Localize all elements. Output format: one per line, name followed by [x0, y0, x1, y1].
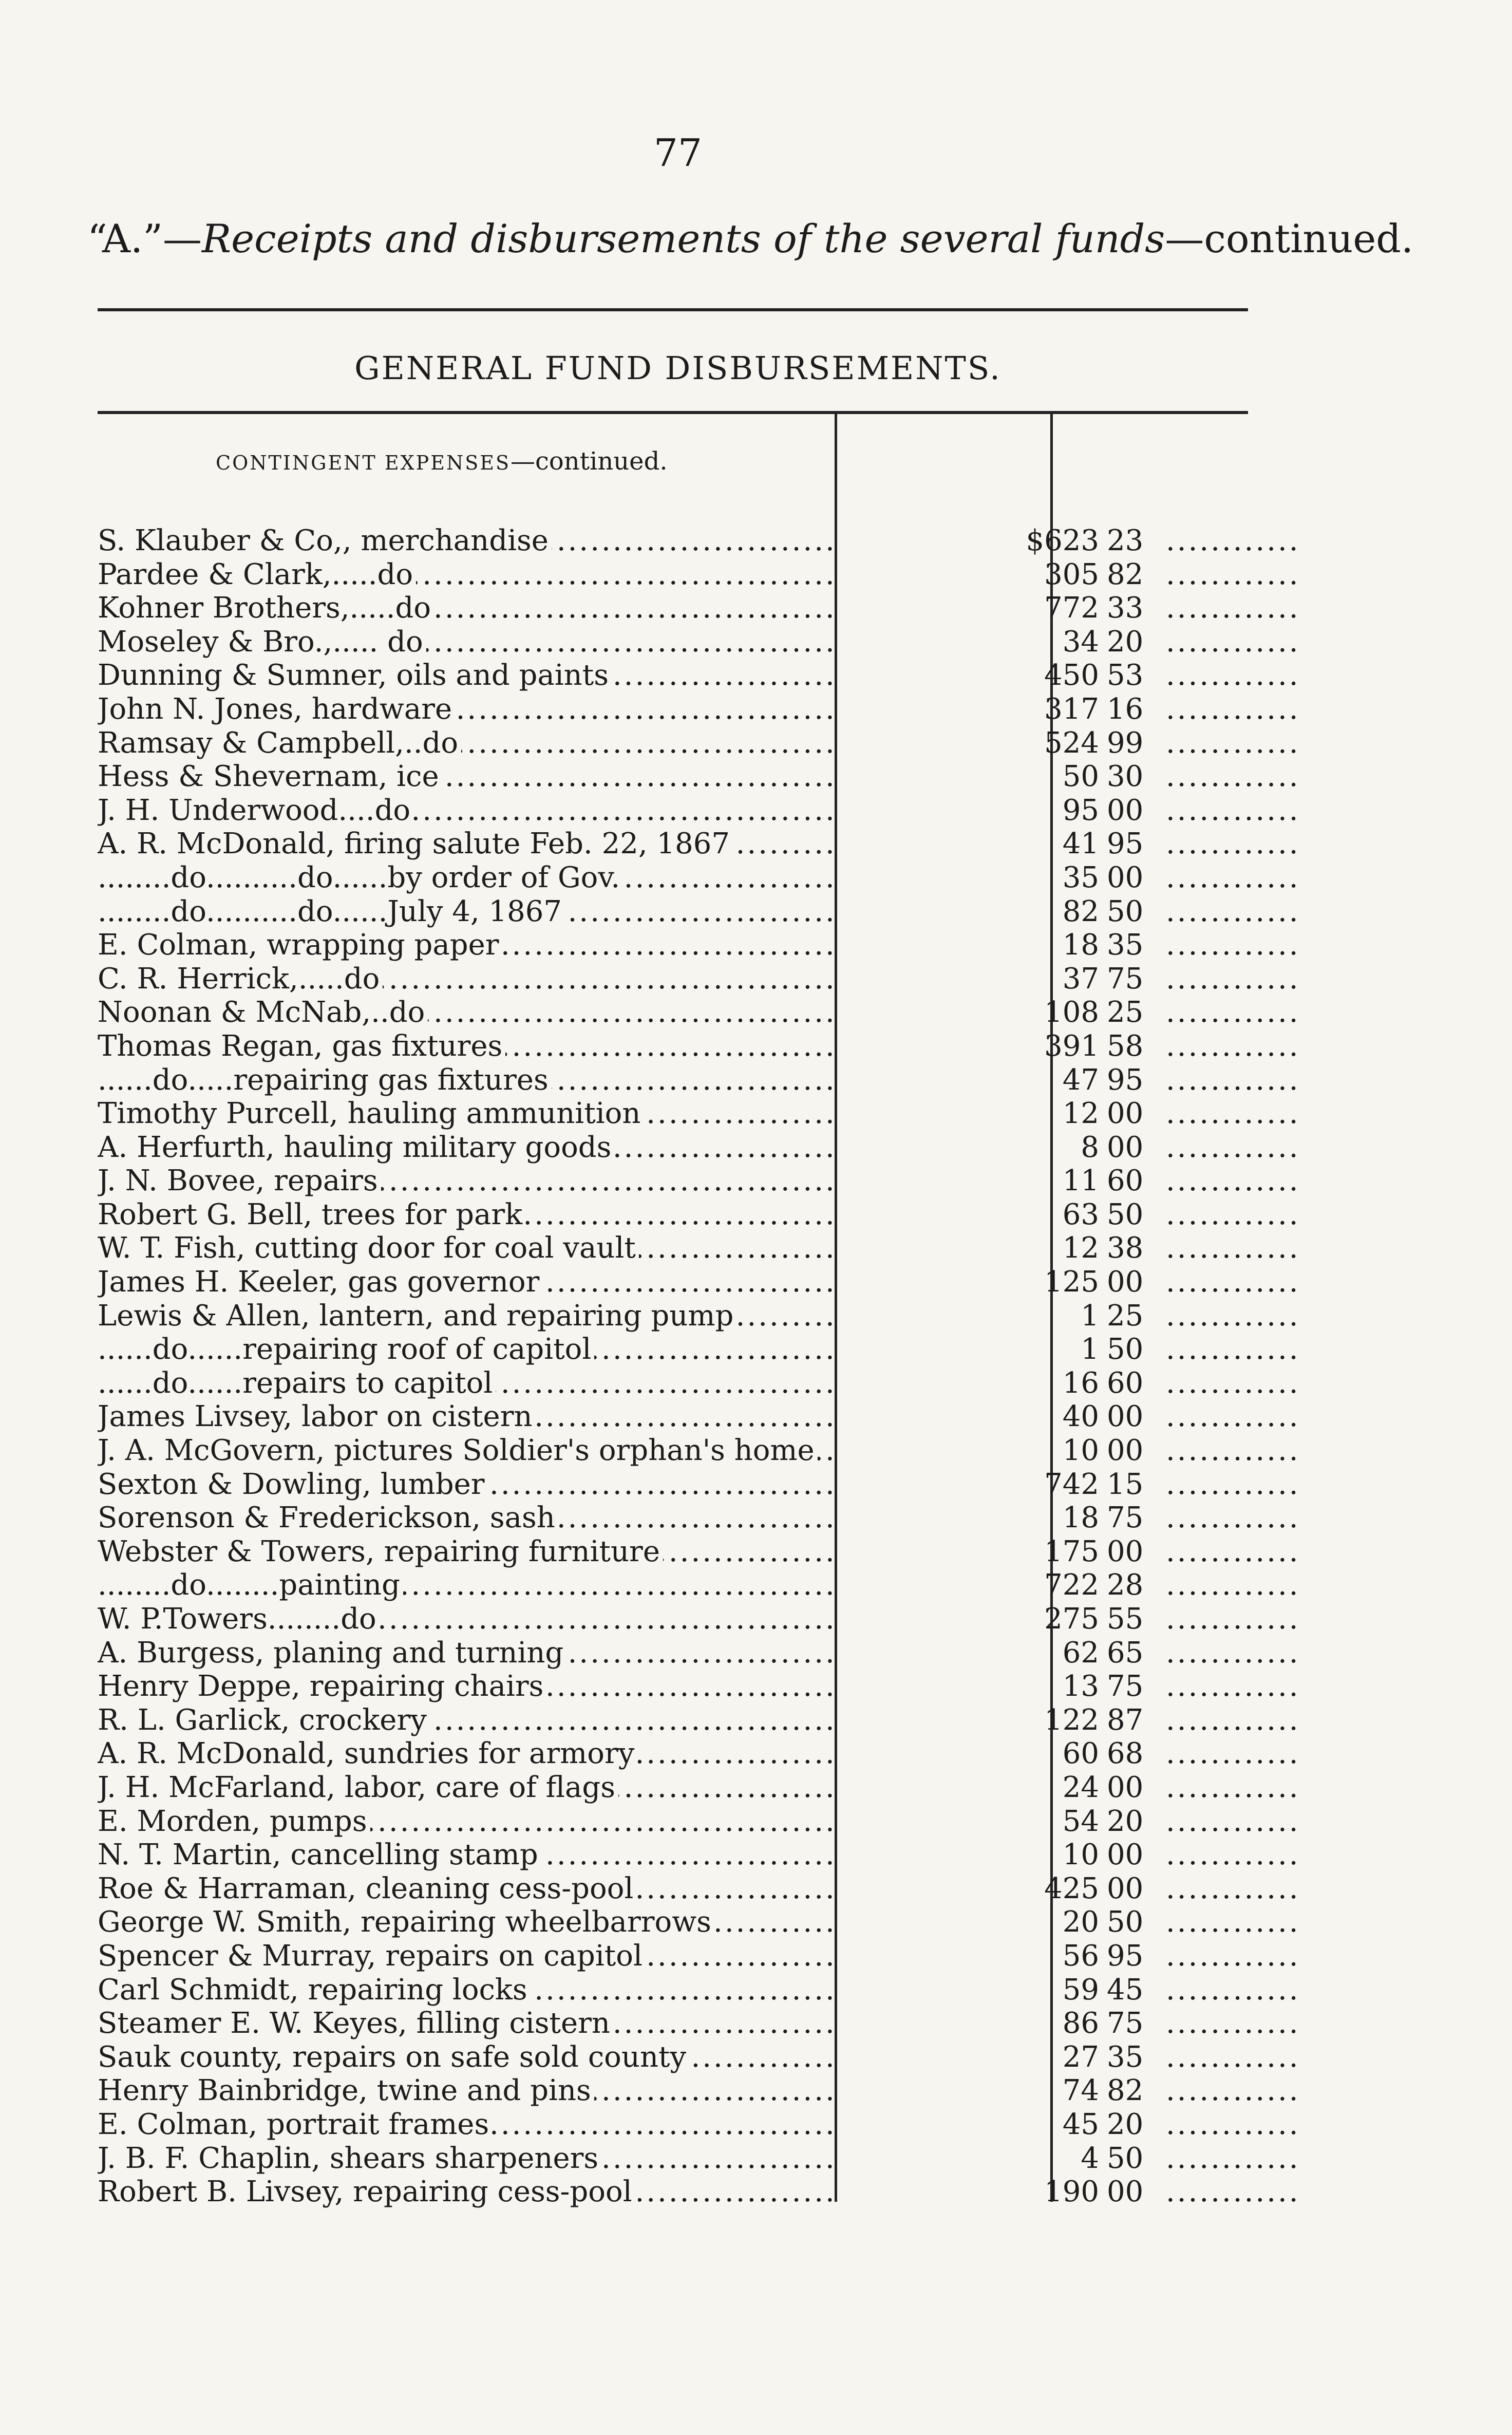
- entry-leader: ............: [1166, 591, 1300, 625]
- entry-description: E. Colman, wrapping paper .....: [98, 928, 832, 962]
- entry-cents: 35: [1107, 2040, 1144, 2074]
- entry-description: A. R. McDonald, firing salute Feb. 22, 1867 .....: [98, 827, 832, 861]
- table-top-rule: [98, 411, 1248, 414]
- entry-leader: ............: [1166, 1534, 1300, 1568]
- entry-cents: 00: [1107, 1434, 1144, 1468]
- entry-leader: ............: [1166, 524, 1300, 557]
- entry-leader: ............: [1166, 793, 1300, 827]
- entry-cents: 50: [1107, 1333, 1144, 1366]
- entry-description: C. R. Herrick,.....do .....: [98, 962, 832, 996]
- entry-dollars: 317: [1044, 692, 1099, 726]
- entry-cents: 20: [1107, 1804, 1144, 1838]
- entry-leader: ............: [1166, 760, 1300, 794]
- entry-cents: 58: [1107, 1029, 1144, 1063]
- entry-dollars: 18: [1062, 1501, 1099, 1535]
- entry-dollars: 40: [1062, 1400, 1099, 1434]
- entry-leader: ............: [1166, 860, 1300, 894]
- entry-leader: ............: [1166, 2107, 1300, 2141]
- entry-description: Lewis & Allen, lantern, and repairing pump .....: [98, 1299, 832, 1333]
- entry-cents: 00: [1107, 1400, 1144, 1434]
- entry-dollars: 742: [1044, 1467, 1099, 1501]
- entry-leader: ............: [1166, 726, 1300, 760]
- entry-leader: ............: [1166, 894, 1300, 928]
- entry-cents: 38: [1107, 1231, 1144, 1265]
- entry-cents: 00: [1107, 1534, 1144, 1568]
- entry-description: J. H. McFarland, labor, care of flags .....: [98, 1771, 832, 1805]
- entry-dollars: 59: [1062, 1973, 1099, 2007]
- entry-dollars: 45: [1062, 2107, 1099, 2141]
- entry-cents: 95: [1107, 827, 1144, 861]
- entry-leader: ............: [1166, 1905, 1300, 1939]
- entry-cents: 25: [1107, 996, 1144, 1029]
- entry-description: Dunning & Sumner, oils and paints .....: [98, 659, 832, 692]
- entry-dollars: 56: [1062, 1939, 1099, 1973]
- entry-cents: 25: [1107, 1299, 1144, 1333]
- entry-description: Robert G. Bell, trees for park .....: [98, 1198, 832, 1232]
- entry-cents: 35: [1107, 928, 1144, 962]
- entry-leader: ............: [1166, 1299, 1300, 1333]
- entry-cents: 15: [1107, 1467, 1144, 1501]
- entry-cents: 00: [1107, 1871, 1144, 1905]
- entry-description: Henry Deppe, repairing chairs .....: [98, 1670, 832, 1703]
- entry-leader: ............: [1166, 2007, 1300, 2040]
- entry-cents: 75: [1107, 1501, 1144, 1535]
- running-head-title: Receipts and disbursements of the several funds: [201, 216, 1165, 261]
- entry-description: ........do..........do......by order of Gov. .....: [98, 861, 832, 895]
- entry-leader: ............: [1166, 1333, 1300, 1366]
- entry-description: Pardee & Clark,.....do .....: [98, 558, 832, 592]
- entry-description: A. Burgess, planing and turning .....: [98, 1636, 832, 1670]
- entry-leader: ............: [1166, 1265, 1300, 1299]
- page-number: 77: [653, 131, 703, 175]
- entry-description: J. N. Bovee, repairs .....: [98, 1164, 832, 1198]
- entry-description: George W. Smith, repairing wheelbarrows .....: [98, 1905, 832, 1939]
- entry-description: Webster & Towers, repairing furniture .....: [98, 1535, 832, 1569]
- entry-dollars: 772: [1044, 591, 1099, 625]
- entry-description: N. T. Martin, cancelling stamp .....: [98, 1838, 832, 1872]
- entry-dollars: 27: [1062, 2040, 1099, 2074]
- entry-dollars: 34: [1062, 625, 1099, 659]
- entry-dollars: 50: [1062, 760, 1099, 794]
- entry-description: Thomas Regan, gas fixtures .....: [98, 1029, 832, 1063]
- entry-description: ......do......repairs to capitol .....: [98, 1366, 832, 1400]
- entry-leader: ............: [1166, 928, 1300, 962]
- section-title: GENERAL FUND DISBURSEMENTS.: [354, 349, 1001, 387]
- entry-dollars: 54: [1062, 1804, 1099, 1838]
- entry-leader: ............: [1166, 1770, 1300, 1804]
- entry-leader: ............: [1166, 1939, 1300, 1973]
- top-rule: [98, 308, 1248, 311]
- entry-cents: 00: [1107, 1770, 1144, 1804]
- entry-leader: ............: [1166, 1973, 1300, 2007]
- entry-dollars: 12: [1062, 1231, 1099, 1265]
- entry-cents: 75: [1107, 962, 1144, 996]
- entry-leader: ............: [1166, 1871, 1300, 1905]
- entry-description: ......do......repairing roof of capitol .....: [98, 1333, 832, 1366]
- entry-dollars: 450: [1044, 659, 1099, 692]
- entry-cents: 16: [1107, 692, 1144, 726]
- entry-leader: ............: [1166, 1636, 1300, 1670]
- entry-leader: ............: [1166, 692, 1300, 726]
- entry-leader: ............: [1166, 1703, 1300, 1737]
- entry-leader: ............: [1166, 827, 1300, 861]
- entry-leader: ............: [1166, 1804, 1300, 1838]
- entry-dollars: 8: [1081, 1130, 1099, 1164]
- entry-cents: 87: [1107, 1703, 1144, 1737]
- entry-leader: ............: [1166, 1097, 1300, 1131]
- entry-description: W. T. Fish, cutting door for coal vault .....: [98, 1231, 832, 1265]
- entry-cents: 23: [1107, 524, 1144, 557]
- entry-dollars: 62: [1062, 1636, 1099, 1670]
- entry-dollars: 95: [1062, 793, 1099, 827]
- entry-cents: 20: [1107, 625, 1144, 659]
- entry-leader: ............: [1166, 2141, 1300, 2175]
- entry-dollars: 18: [1062, 928, 1099, 962]
- entry-cents: 00: [1107, 2175, 1144, 2209]
- entry-leader: ............: [1166, 1670, 1300, 1703]
- entry-cents: 50: [1107, 1905, 1144, 1939]
- entry-cents: 30: [1107, 760, 1144, 794]
- entry-leader: ............: [1166, 2040, 1300, 2074]
- entry-dollars: 125: [1044, 1265, 1099, 1299]
- entry-dollars: 60: [1062, 1737, 1099, 1771]
- entry-cents: 82: [1107, 2074, 1144, 2108]
- entry-cents: 55: [1107, 1602, 1144, 1636]
- entry-cents: 50: [1107, 894, 1144, 928]
- entry-dollars: 24: [1062, 1770, 1099, 1804]
- entry-leader: ............: [1166, 1197, 1300, 1231]
- entry-leader: ............: [1166, 1164, 1300, 1198]
- entry-description: Kohner Brothers,.....do .....: [98, 591, 832, 625]
- entry-leader: ............: [1166, 1737, 1300, 1771]
- entry-dollars: 275: [1044, 1602, 1099, 1636]
- entry-description: Moseley & Bro.,..... do .....: [98, 625, 832, 659]
- entry-description: ........do........painting .....: [98, 1568, 832, 1602]
- entry-dollars: 41: [1062, 827, 1099, 861]
- entry-leader: ............: [1166, 962, 1300, 996]
- entry-cents: 95: [1107, 1939, 1144, 1973]
- entry-cents: 00: [1107, 1838, 1144, 1872]
- entry-leader: ............: [1166, 996, 1300, 1029]
- entry-dollars: 10: [1062, 1838, 1099, 1872]
- entry-leader: ............: [1166, 1231, 1300, 1265]
- entry-dollars: 11: [1062, 1164, 1099, 1198]
- entry-cents: 99: [1107, 726, 1144, 760]
- entry-description: Sorenson & Frederickson, sash .....: [98, 1501, 832, 1535]
- entry-description: W. P.Towers........do .....: [98, 1602, 832, 1636]
- entry-description: John N. Jones, hardware .....: [98, 692, 832, 726]
- entry-description: Ramsay & Campbell,..do .....: [98, 726, 832, 760]
- entry-leader: ............: [1166, 1029, 1300, 1063]
- running-head-suffix: —continued.: [1165, 216, 1414, 261]
- entry-description: Timothy Purcell, hauling ammunition .....: [98, 1097, 832, 1131]
- entry-dollars: 82: [1062, 894, 1099, 928]
- entry-leader: ............: [1166, 1400, 1300, 1434]
- entry-leader: ............: [1166, 1568, 1300, 1602]
- entry-leader: ............: [1166, 2074, 1300, 2108]
- entry-dollars: 37: [1062, 962, 1099, 996]
- entry-description: James Livsey, labor on cistern .....: [98, 1400, 832, 1434]
- entry-dollars: 1: [1081, 1299, 1099, 1333]
- entry-leader: ............: [1166, 1063, 1300, 1097]
- entry-dollars: 74: [1062, 2074, 1099, 2108]
- entry-description: E. Morden, pumps .....: [98, 1805, 832, 1839]
- entry-leader: ............: [1166, 1130, 1300, 1164]
- entry-dollars: 20: [1062, 1905, 1099, 1939]
- entry-cents: 75: [1107, 1670, 1144, 1703]
- entry-description: Robert B. Livsey, repairing cess-pool .....: [98, 2175, 832, 2209]
- entry-dollars: 63: [1062, 1197, 1099, 1231]
- entry-cents: 28: [1107, 1568, 1144, 1602]
- running-head-prefix: “A.”—: [87, 216, 202, 261]
- entry-dollars: 13: [1062, 1670, 1099, 1703]
- subheading-continued: —continued.: [511, 447, 668, 476]
- entry-dollars: 108: [1044, 996, 1099, 1029]
- entry-dollars: 524: [1044, 726, 1099, 760]
- entry-dollars: 305: [1044, 557, 1099, 591]
- entry-cents: 20: [1107, 2107, 1144, 2141]
- entry-description: Carl Schmidt, repairing locks .....: [98, 1973, 832, 2007]
- entry-cents: 82: [1107, 557, 1144, 591]
- entry-dollars: 86: [1062, 2007, 1099, 2040]
- entry-leader: ............: [1166, 1501, 1300, 1535]
- entry-description: Spencer & Murray, repairs on capitol .....: [98, 1939, 832, 1973]
- entry-description: J. H. Underwood....do .....: [98, 794, 832, 828]
- entry-description: Sauk county, repairs on safe sold county .....: [98, 2040, 832, 2074]
- entry-cents: 50: [1107, 1197, 1144, 1231]
- entry-description: ........do..........do......July 4, 1867 .....: [98, 895, 832, 929]
- entry-description: Sexton & Dowling, lumber .....: [98, 1468, 832, 1502]
- entry-dollars: 122: [1044, 1703, 1099, 1737]
- subheading: [216, 447, 668, 476]
- entry-cents: 00: [1107, 860, 1144, 894]
- entry-cents: 60: [1107, 1164, 1144, 1198]
- entry-leader: ............: [1166, 1602, 1300, 1636]
- entry-description: S. Klauber & Co,, merchandise .....: [98, 524, 832, 558]
- entry-leader: ............: [1166, 1366, 1300, 1400]
- entry-description: Hess & Shevernam, ice .....: [98, 760, 832, 794]
- entry-description: Noonan & McNab,..do .....: [98, 996, 832, 1029]
- entry-cents: 00: [1107, 1265, 1144, 1299]
- entry-dollars: $623: [1026, 524, 1099, 557]
- entry-description: Henry Bainbridge, twine and pins .....: [98, 2074, 832, 2108]
- entry-dollars: 10: [1062, 1434, 1099, 1468]
- entry-cents: 50: [1107, 2141, 1144, 2175]
- entry-leader: ............: [1166, 557, 1300, 591]
- entry-description: A. Herfurth, hauling military goods .....: [98, 1131, 832, 1165]
- entry-description: J. B. F. Chaplin, shears sharpeners .....: [98, 2142, 832, 2176]
- entry-cents: 45: [1107, 1973, 1144, 2007]
- entry-description: A. R. McDonald, sundries for armory .....: [98, 1737, 832, 1771]
- entry-cents: 00: [1107, 1097, 1144, 1131]
- entry-cents: 00: [1107, 793, 1144, 827]
- entry-dollars: 391: [1044, 1029, 1099, 1063]
- entry-dollars: 722: [1044, 1568, 1099, 1602]
- entry-dollars: 425: [1044, 1871, 1099, 1905]
- entry-leader: ............: [1166, 1434, 1300, 1468]
- entry-dollars: 4: [1081, 2141, 1099, 2175]
- entry-dollars: 16: [1062, 1366, 1099, 1400]
- entry-cents: 33: [1107, 591, 1144, 625]
- subheading-caps: CONTINGENT EXPENSES: [216, 452, 511, 474]
- entry-description: Steamer E. W. Keyes, filling cistern .....: [98, 2007, 832, 2040]
- running-head: [87, 216, 1414, 261]
- entry-description: E. Colman, portrait frames .....: [98, 2108, 832, 2142]
- entry-leader: ............: [1166, 2175, 1300, 2209]
- entry-dollars: 12: [1062, 1097, 1099, 1131]
- entry-cents: 95: [1107, 1063, 1144, 1097]
- entry-dollars: 35: [1062, 860, 1099, 894]
- entry-leader: ............: [1166, 1467, 1300, 1501]
- entry-dollars: 175: [1044, 1534, 1099, 1568]
- entry-dollars: 47: [1062, 1063, 1099, 1097]
- entry-cents: 65: [1107, 1636, 1144, 1670]
- entry-cents: 00: [1107, 1130, 1144, 1164]
- entry-cents: 60: [1107, 1366, 1144, 1400]
- entry-cents: 53: [1107, 659, 1144, 692]
- entry-cents: 68: [1107, 1737, 1144, 1771]
- entry-leader: ............: [1166, 625, 1300, 659]
- entry-description: ......do.....repairing gas fixtures .....: [98, 1063, 832, 1097]
- entry-description: James H. Keeler, gas governor .....: [98, 1265, 832, 1299]
- entry-description: Roe & Harraman, cleaning cess-pool .....: [98, 1872, 832, 1906]
- column-divider-left: [835, 414, 837, 2202]
- entry-dollars: 1: [1081, 1333, 1099, 1366]
- entry-description: R. L. Garlick, crockery .....: [98, 1703, 832, 1737]
- entry-leader: ............: [1166, 659, 1300, 692]
- entry-description: J. A. McGovern, pictures Soldier's orphan's home .....: [98, 1434, 832, 1468]
- entry-leader: ............: [1166, 1838, 1300, 1872]
- entry-dollars: 190: [1044, 2175, 1099, 2209]
- entry-cents: 75: [1107, 2007, 1144, 2040]
